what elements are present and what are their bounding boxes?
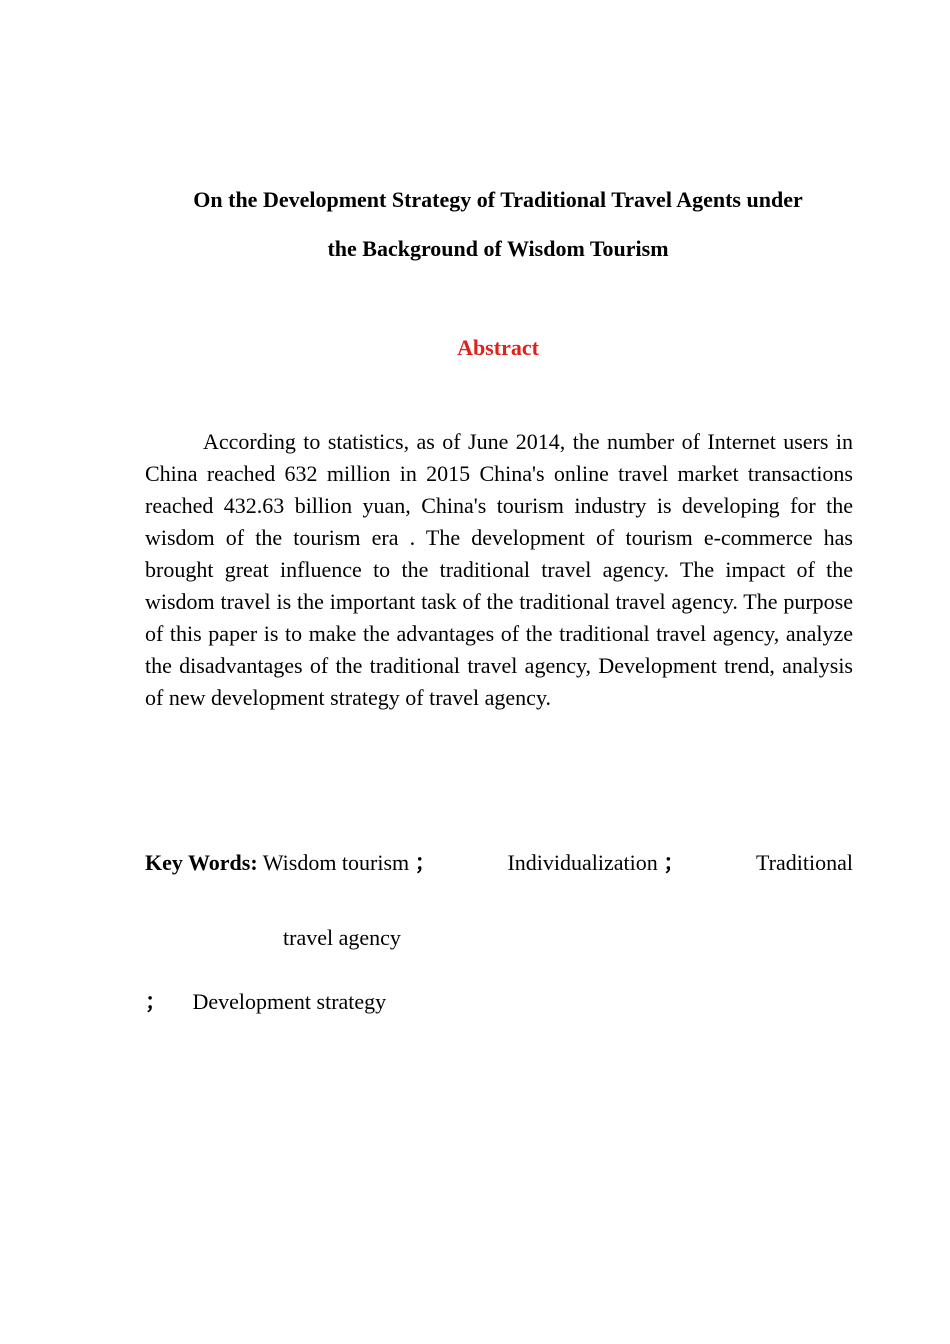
keyword-separator: ； xyxy=(145,989,168,1014)
keyword-item: Individualization xyxy=(507,850,658,875)
keyword-item: Traditional xyxy=(756,850,853,875)
keyword-separator: ； xyxy=(663,850,686,875)
abstract-body: According to statistics, as of June 2014, the number of Internet users in China reached 632 million in 2015 China's online travel market transactions reached 432.63 billion yuan, China's tourism industry is developing for the wisdom of the tourism era . The development of tourism e-commerce has brought great influence to the traditional travel agency. The impact of the wisdom travel is the important task of the traditional travel agency. The purpose of this paper is to make the advantages of the traditional travel agency, analyze the disadvantages of the traditional travel agency, Development trend, analysis of new development strategy of travel agency. xyxy=(145,429,853,710)
keywords-group-2 xyxy=(507,850,685,876)
paper-title-line-2: the Background of Wisdom Tourism xyxy=(327,236,669,261)
keyword-item: Wisdom tourism xyxy=(262,850,410,875)
keywords-line-1 xyxy=(145,850,853,876)
keyword-item: travel agency xyxy=(283,925,401,950)
paper-title-line-1: On the Development Strategy of Traditional Travel Agents under xyxy=(193,187,803,212)
keyword-separator: ； xyxy=(414,850,437,875)
keywords-line-3 xyxy=(145,989,386,1015)
keywords-group-1 xyxy=(145,850,437,876)
keyword-item: Development strategy xyxy=(192,989,387,1014)
abstract-heading: Abstract xyxy=(457,335,539,360)
keywords-label: Key Words: xyxy=(145,850,258,875)
